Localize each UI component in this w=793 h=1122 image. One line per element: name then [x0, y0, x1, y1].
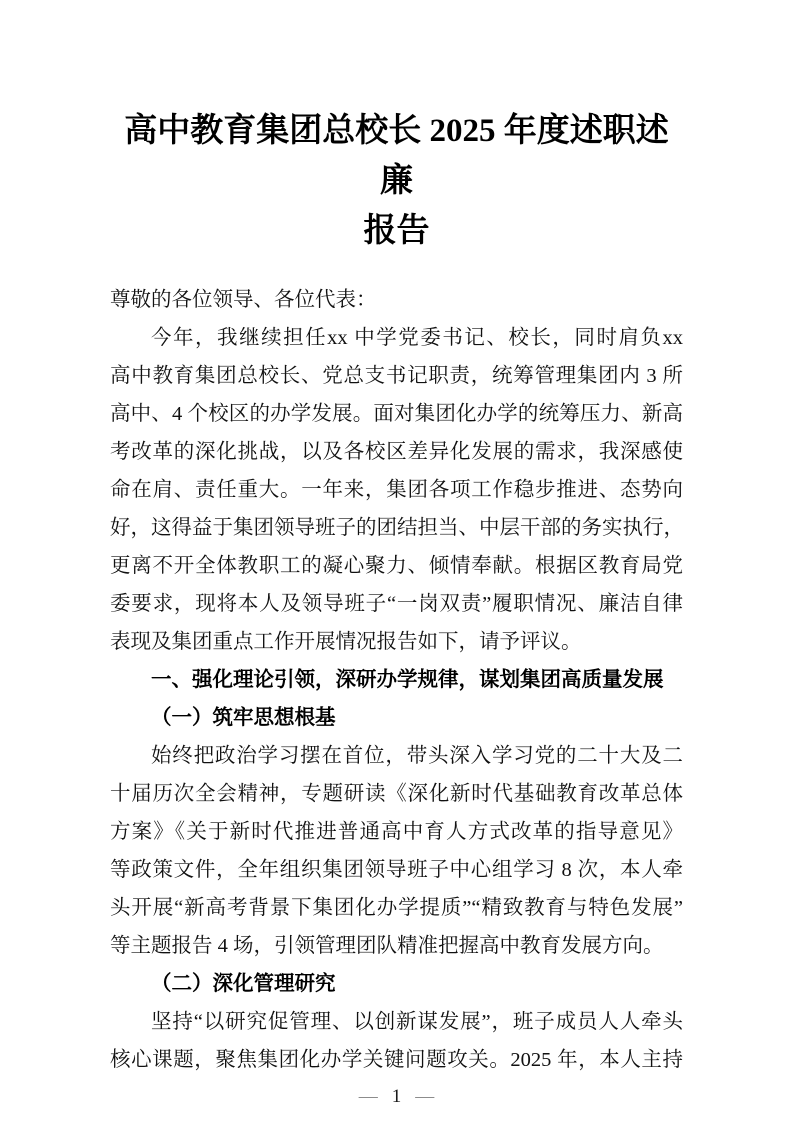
subsection-heading-2: （二）深化管理研究 — [151, 973, 336, 995]
page-number: 1 — [391, 1086, 402, 1107]
paragraph-line: 方案》《关于新时代推进普通高中育人方式改革的指导意见》 — [110, 821, 683, 843]
paragraph-line: 始终把政治学习摆在首位，带头深入学习党的二十大及二 — [151, 745, 683, 767]
paragraph-line: 十届历次全会精神，专题研读《深化新时代基础教育改革总体 — [110, 783, 683, 805]
paragraph-line: 核心课题，聚焦集团化办学关键问题攻关。2025 年，本人主持 — [110, 1049, 683, 1071]
paragraph-line: 坚持“以研究促管理、以创新谋发展”，班子成员人人牵头 — [151, 1011, 683, 1033]
paragraph-line: 更离不开全体教职工的凝心聚力、倾情奉献。根据区教育局党 — [110, 555, 683, 577]
subsection-heading-1: （一）筑牢思想根基 — [151, 707, 336, 729]
paragraph-line: 命在肩、责任重大。一年来，集团各项工作稳步推进、态势向 — [110, 479, 683, 501]
paragraph-line: 等主题报告 4 场，引领管理团队精准把握高中教育发展方向。 — [110, 935, 664, 957]
footer-dash: — — [415, 1086, 435, 1107]
paragraph-line: 今年，我继续担任xx 中学党委书记、校长，同时肩负xx — [151, 327, 683, 349]
paragraph-line: 高中教育集团总校长、党总支书记职责，统筹管理集团内 3 所 — [110, 365, 683, 387]
paragraph-line: 等政策文件，全年组织集团领导班子中心组学习 8 次，本人牵 — [110, 859, 683, 881]
paragraph-line: 头开展“新高考背景下集团化办学提质”“精致教育与特色发展” — [110, 897, 683, 919]
document-body — [110, 281, 683, 1079]
paragraph-line: 高中、4 个校区的办学发展。面对集团化办学的统筹压力、新高 — [110, 403, 683, 425]
document-title — [110, 106, 683, 256]
document-title-line-2: 报告 — [363, 213, 430, 249]
paragraph-line: 好，这得益于集团领导班子的团结担当、中层干部的务实执行， — [110, 517, 684, 539]
page-footer — [110, 1085, 683, 1109]
paragraph-line: 委要求，现将本人及领导班子“一岗双责”履职情况、廉洁自律 — [110, 593, 683, 615]
section-heading-1: 一、强化理论引领，深研办学规律，谋划集团高质量发展 — [151, 668, 664, 691]
paragraph-line: 表现及集团重点工作开展情况报告如下，请予评议。 — [110, 631, 582, 653]
salutation: 尊敬的各位领导、各位代表： — [110, 289, 377, 311]
paragraph-line: 考改革的深化挑战，以及各校区差异化发展的需求，我深感使 — [110, 441, 683, 463]
footer-dash: — — [358, 1086, 378, 1107]
document-title-line-1: 高中教育集团总校长 2025 年度述职述廉 — [124, 113, 669, 199]
